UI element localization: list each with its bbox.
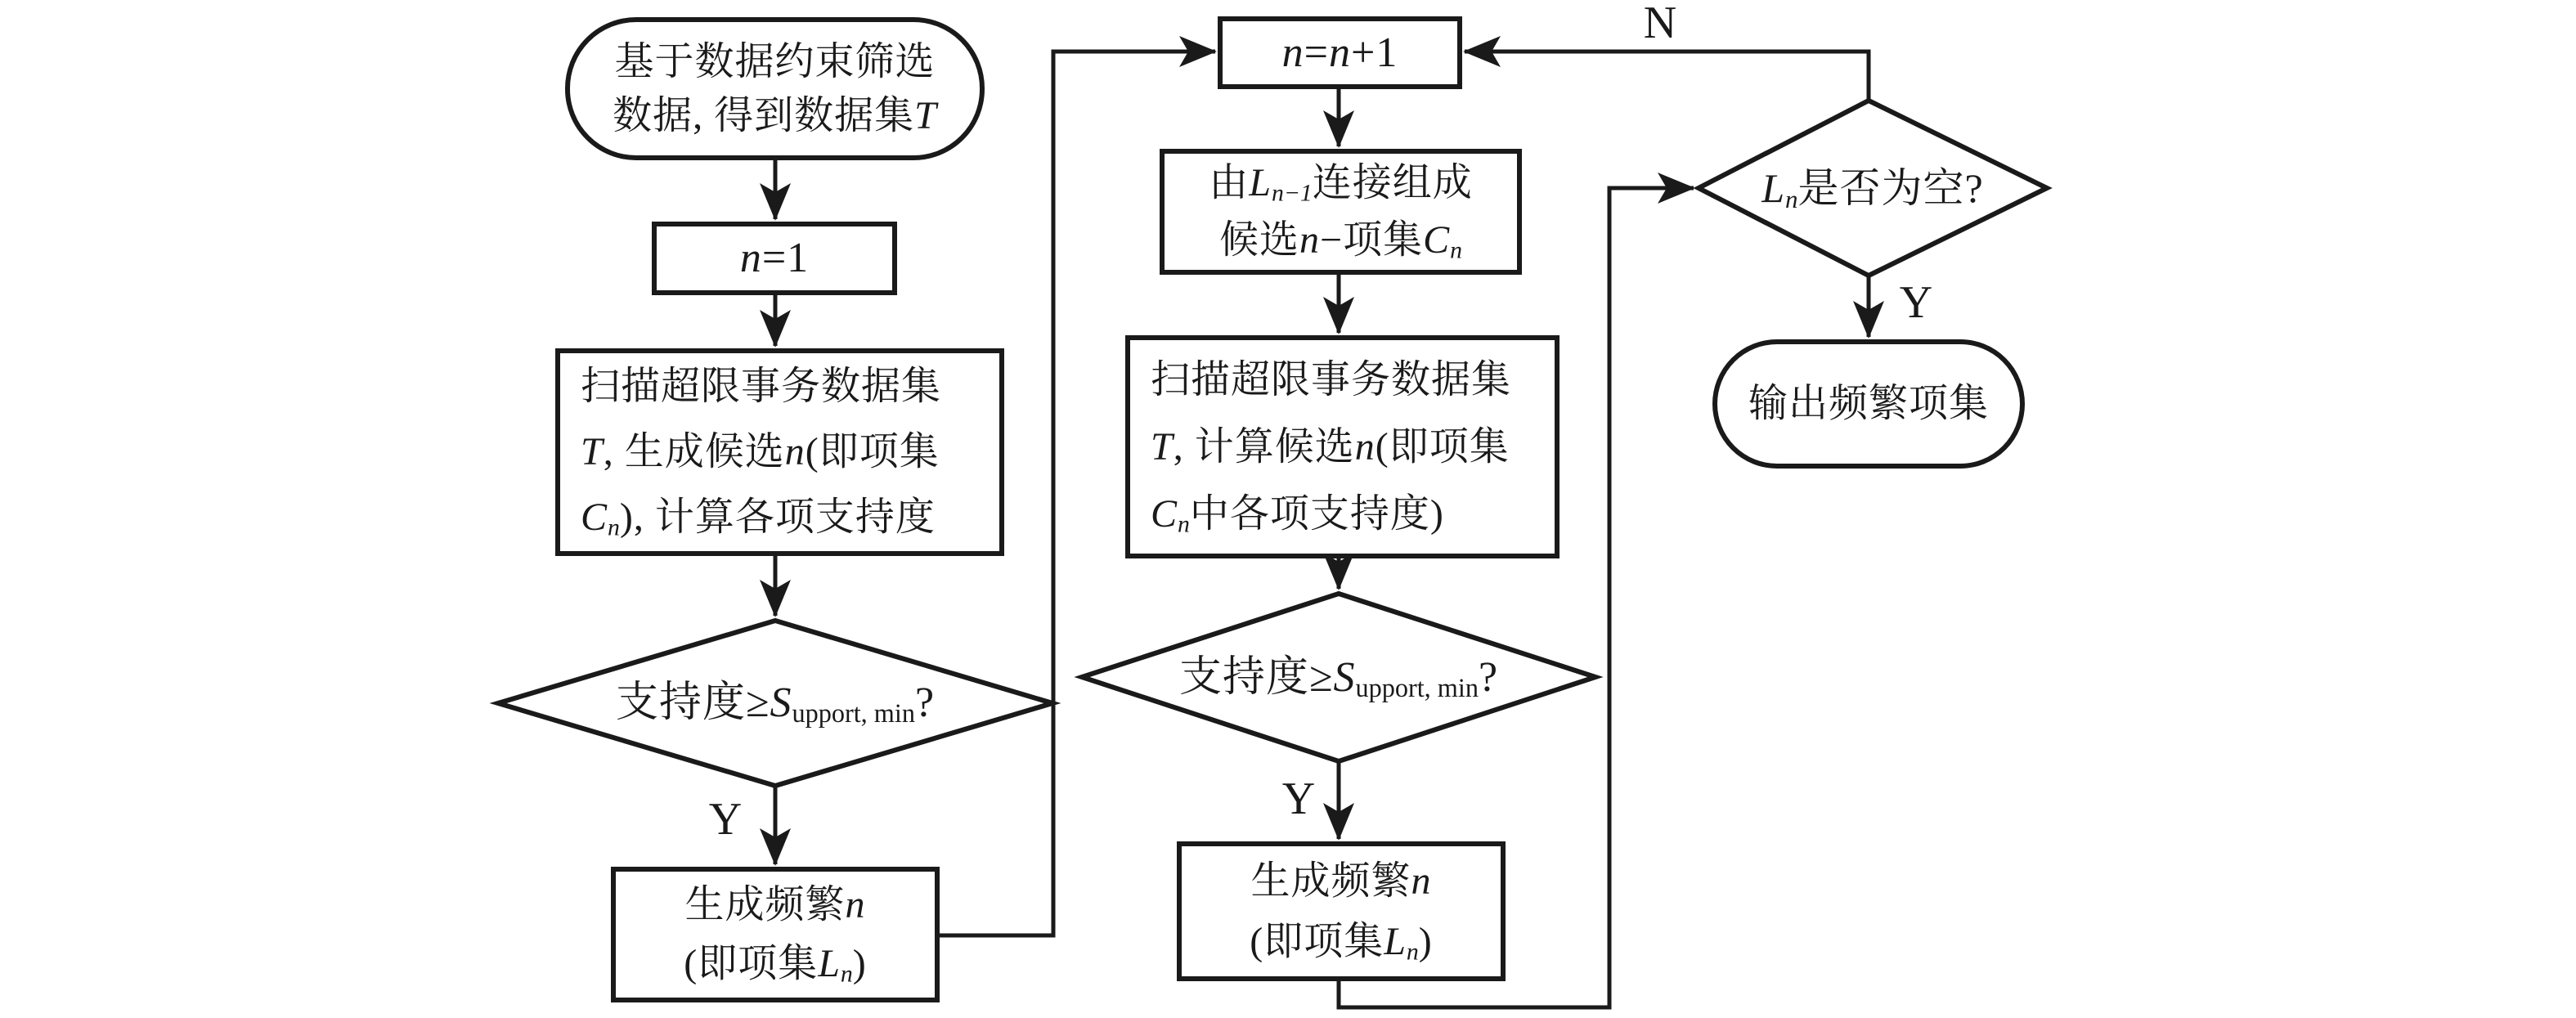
edge-decision3-no-to-nincrement	[1465, 52, 1869, 101]
freq1-label: 生成频繁n (即项集$L_n$)	[684, 883, 867, 988]
decision3-no-label: N	[1643, 0, 1677, 48]
join-label: 由$L_{n-1}$连接组成 候选n−项集$C_n$	[1209, 161, 1473, 264]
n-init-label: n=1	[739, 235, 810, 281]
output-terminal-label: 输出频繁项集	[1748, 382, 1989, 425]
decision1-label: 支持度$\ge S_{upport, min}$?	[615, 679, 936, 729]
start-terminal-label: 基于数据约束筛选 数据, 得到数据集T	[613, 39, 937, 137]
decision1-yes-label: Y	[708, 794, 743, 845]
decision3-yes-label: Y	[1899, 277, 1933, 328]
decision3-label: $L_n$是否为空?	[1761, 165, 1984, 213]
scan1-label: 扫描超限事务数据集 T, 生成候选n(即项集 $C_n$), 计算各项支持度	[581, 365, 942, 541]
decision2-label: 支持度$\ge S_{upport, min}$?	[1178, 653, 1499, 702]
scan2-label: 扫描超限事务数据集 T, 计算候选n(即项集 $C_n$中各项支持度)	[1151, 357, 1512, 538]
n-increment-label: n=n+1	[1281, 29, 1398, 76]
decision2-yes-label: Y	[1281, 774, 1316, 824]
freq2-label: 生成频繁n (即项集$L_n$)	[1250, 859, 1433, 966]
